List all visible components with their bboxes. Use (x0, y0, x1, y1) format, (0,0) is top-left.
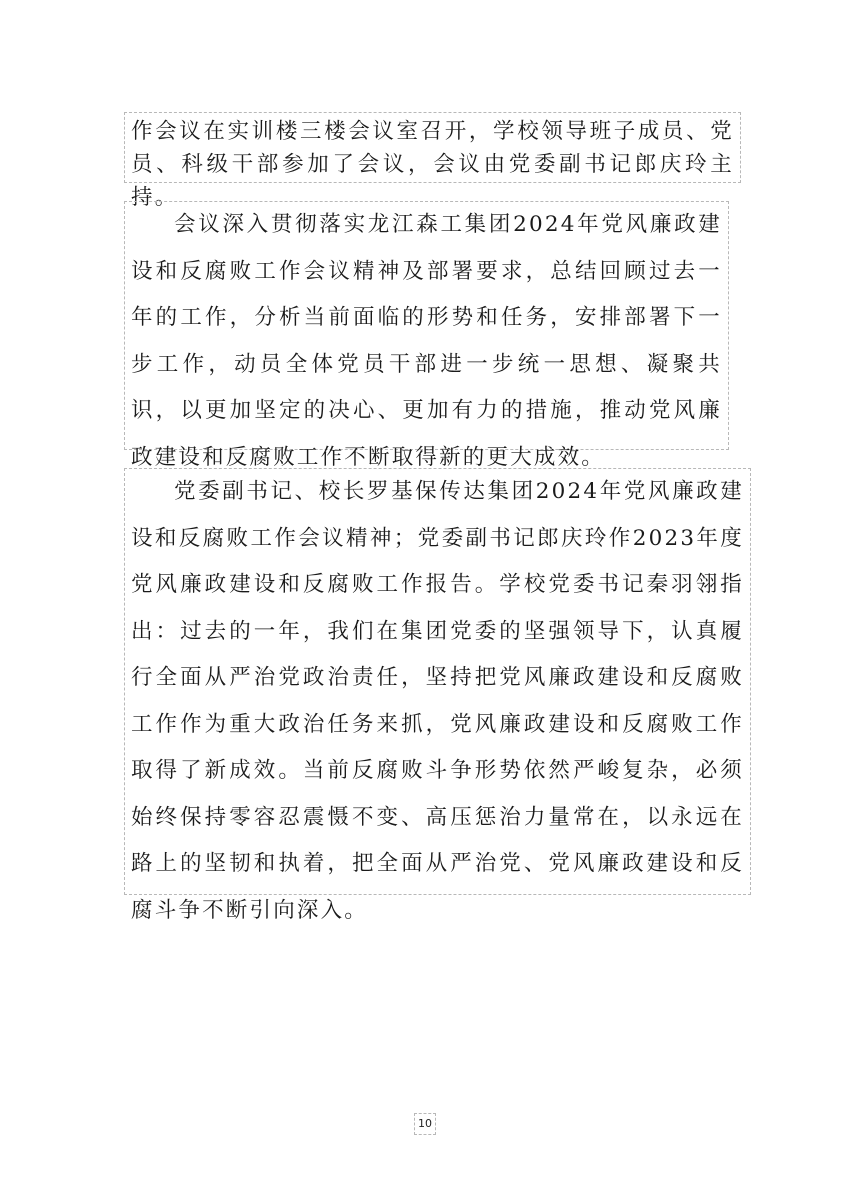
paragraph-meeting-summary: 会议深入贯彻落实龙江森工集团2024年党风廉政建设和反腐败工作会议精神及部署要求，总结回顾过去一年的工作，分析当前面临的形势和任务，安排部署下一步工作，动员全体党员干部进一步统一思想、凝聚共识，以更加坚定的决心、更加有力的措施，推动党风廉政建设和反腐败工作不断取得新的更大成效。 (124, 201, 729, 450)
paragraph-report-remarks: 党委副书记、校长罗基保传达集团2024年党风廉政建设和反腐败工作会议精神；党委副书记郎庆玲作2023年度党风廉政建设和反腐败工作报告。学校党委书记秦羽翎指出：过去的一年，我们在集团党委的坚强领导下，认真履行全面从严治党政治责任，坚持把党风廉政建设和反腐败工作作为重大政治任务来抓，党风廉政建设和反腐败工作取得了新成效。当前反腐败斗争形势依然严峻复杂，必须始终保持零容忍震慑不变、高压惩治力量常在，以永远在路上的坚韧和执着，把全面从严治党、党风廉政建设和反腐斗争不断引向深入。 (124, 468, 751, 895)
paragraph-continuation: 作会议在实训楼三楼会议室召开，学校领导班子成员、党员、科级干部参加了会议，会议由党委副书记郎庆玲主持。 (124, 112, 741, 183)
page-number: 10 (414, 1113, 436, 1135)
